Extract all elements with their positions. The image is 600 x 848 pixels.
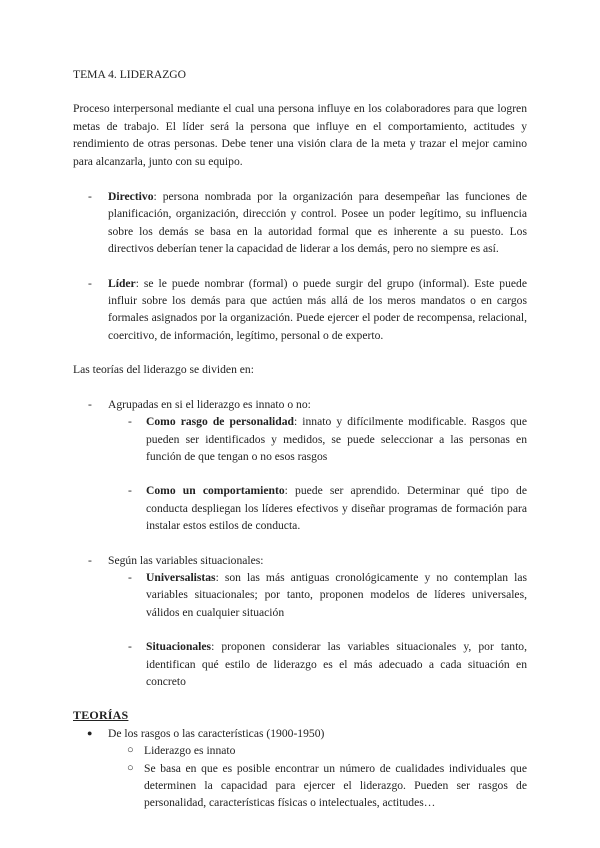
sub-bullet-text: Se basa en que es posible encontrar un número de cualidades individuales que determinen la capacidad para ejercer el liderazgo. Pueden ser rasgos de personalidad, características físicas o intelectuales, actitudes… xyxy=(144,761,527,810)
document-title: TEMA 4. LIDERAZGO xyxy=(73,68,187,81)
sub-bullet-item xyxy=(73,742,527,759)
dash-marker: - xyxy=(128,640,132,654)
theories-bullet-list xyxy=(73,725,527,812)
dash-marker: - xyxy=(128,484,132,498)
bullet-sublist xyxy=(108,742,527,812)
role-item-directivo xyxy=(73,188,527,258)
dash-marker: - xyxy=(88,190,92,204)
dash-marker: - xyxy=(128,415,132,429)
group-label: Según las variables situacionales: xyxy=(108,553,264,567)
intro-paragraph: Proceso interpersonal mediante el cual una persona influye en los colaboradores para que logren metas de trabajo. El líder será la persona que influye en el comportamiento, actitudes y rendimiento de otras personas. Debe tener una visión clara de la meta y trazar el mejor camino para alcanzarla, junto con su equipo. xyxy=(73,102,527,168)
role-term: Directivo xyxy=(108,190,154,204)
dash-marker: - xyxy=(88,276,92,290)
subitem-term: Como rasgo de personalidad xyxy=(146,415,294,429)
dash-marker: - xyxy=(88,397,92,411)
bullet-text: De los rasgos o las características (1900-1950) xyxy=(108,726,325,740)
dash-marker: - xyxy=(88,553,92,567)
subitem-term: Universalistas xyxy=(146,570,216,584)
document-page xyxy=(73,66,527,812)
bullet-item-rasgos xyxy=(73,725,527,812)
group-item-situational xyxy=(73,552,527,691)
subitem-text: : proponen considerar las variables situacionales y, por tanto, identifican qué estilo de liderazgo es el más adecuado a cada situación en concreto xyxy=(146,640,527,688)
theory-groups-list xyxy=(73,396,527,691)
subitem-text: : innato y difícilmente modificable. Rasgos que pueden ser identificados y medidos, se puede seleccionar a las personas en función de que tengan o no esos rasgos xyxy=(146,415,527,463)
subitem-personality xyxy=(73,413,527,465)
subitem-term: Situacionales xyxy=(146,640,212,654)
role-item-lider xyxy=(73,275,527,345)
group-sublist xyxy=(108,413,527,534)
section-heading-teorias: TEORÍAS xyxy=(73,708,129,723)
group-label: Agrupadas en si el liderazgo es innato o no: xyxy=(108,397,311,411)
subitem-behavior xyxy=(73,482,527,534)
roles-list xyxy=(73,188,527,344)
subitem-term: Como un comportamiento xyxy=(146,484,285,498)
circle-bullet-icon: ○ xyxy=(127,744,134,757)
subitem-text: : puede ser aprendido. Determinar qué tipo de conducta despliegan los líderes efectivos y diseñar programas de formación para instalar estos estilos de conducta. xyxy=(146,484,527,533)
sub-bullet-text: Liderazgo es innato xyxy=(144,744,236,758)
group-item-innate xyxy=(73,396,527,535)
dash-marker: - xyxy=(128,570,132,584)
role-term: Líder xyxy=(108,276,136,290)
circle-bullet-icon: ○ xyxy=(127,761,134,774)
group-sublist xyxy=(108,569,527,690)
subitem-situacionales xyxy=(73,638,527,690)
role-text: : se le puede nombrar (formal) o puede surgir del grupo (informal). Este puede influir sobre los demás para que actúen más allá de los meros mandatos o en cargos formales asignados por la organización. Puede ejercer el poder de recompensa, relacional, coercitivo, de información, legítimo, personal o de experto. xyxy=(108,276,527,342)
subitem-text: : son las más antiguas cronológicamente y no contemplan las variables situacionales; por tanto, proponen modelos de líderes universales, válidos en cualquier situación xyxy=(146,570,527,619)
theories-intro: Las teorías del liderazgo se dividen en: xyxy=(73,363,254,377)
role-text: : persona nombrada por la organización para desempeñar las funciones de planificación, organización, dirección y control. Posee un poder legítimo, su influencia sobre los demás se basa en la autoridad formal que es inherente a su puesto. Los directivos deberían tener la capacidad de liderar a los demás, pero no siempre es así. xyxy=(108,190,527,256)
subitem-universalistas xyxy=(73,569,527,621)
bullet-icon: ● xyxy=(87,727,93,738)
sub-bullet-item xyxy=(73,760,527,812)
